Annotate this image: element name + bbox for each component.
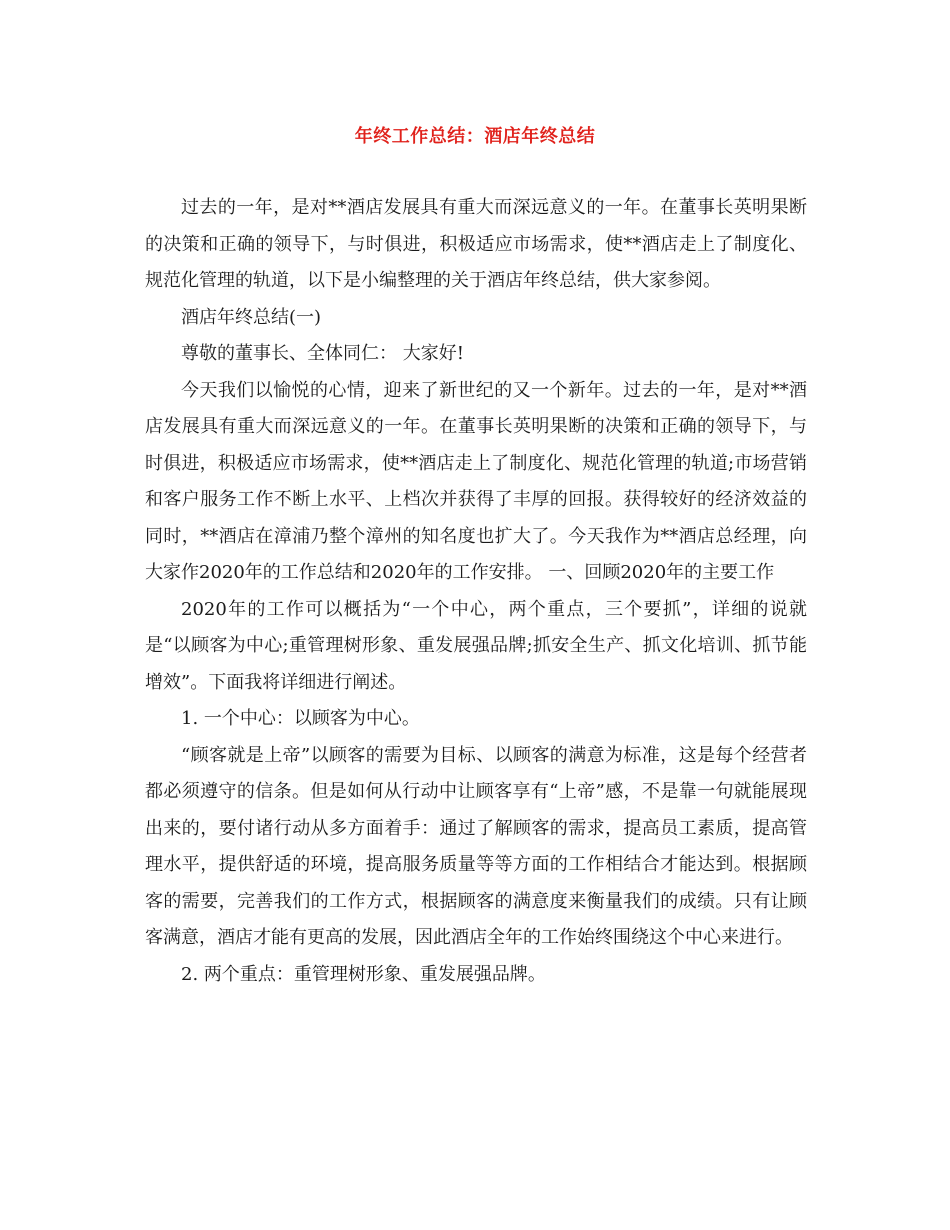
list-item: 1. 一个中心：以顾客为中心。 bbox=[181, 708, 420, 729]
document-body bbox=[145, 190, 807, 993]
body-paragraph: 今天我们以愉悦的心情，迎来了新世纪的又一个新年。过去的一年，是对**酒店发展具有重大而深远意义的一年。在董事长英明果断的决策和正确的领导下，与时俱进，积极适应市场需求，使**酒店走上了制度化、规范化管理的轨道;市场营销和客户服务工作不断上水平、上档次并获得了丰厚的回报。获得较好的经济效益的同时，**酒店在漳浦乃整个漳州的知名度也扩大了。今天我作为**酒店总经理，向大家作2020年的工作总结和2020年的工作安排。 一、回顾2020年的主要工作 bbox=[145, 379, 807, 583]
salutation: 尊敬的董事长、全体同仁： 大家好! bbox=[181, 343, 464, 364]
list-item: 2. 两个重点：重管理树形象、重发展强品牌。 bbox=[181, 963, 546, 985]
section-heading: 酒店年终总结(一) bbox=[181, 306, 322, 328]
intro-paragraph: 过去的一年，是对**酒店发展具有重大而深远意义的一年。在董事长英明果断的决策和正确的领导下，与时俱进，积极适应市场需求，使**酒店走上了制度化、规范化管理的轨道，以下是小编整理的关于酒店年终总结，供大家参阅。 bbox=[145, 197, 807, 291]
body-paragraph: 2020年的工作可以概括为“一个中心，两个重点，三个要抓”，详细的说就是“以顾客为中心;重管理树形象、重发展强品牌;抓安全生产、抓文化培训、抓节能增效”。下面我将详细进行阐述。 bbox=[145, 598, 807, 693]
document-title: 年终工作总结：酒店年终总结 bbox=[354, 126, 596, 147]
body-paragraph: “顾客就是上帝”以顾客的需要为目标、以顾客的满意为标准，这是每个经营者都必须遵守的信条。但是如何从行动中让顾客享有“上帝”感，不是靠一句就能展现出来的，要付诸行动从多方面着手：通过了解顾客的需求，提高员工素质，提高管理水平，提供舒适的环境，提高服务质量等等方面的工作相结合才能达到。根据顾客的需要，完善我们的工作方式，根据顾客的满意度来衡量我们的成绩。只有让顾客满意，酒店才能有更高的发展，因此酒店全年的工作始终围绕这个中心来进行。 bbox=[145, 744, 807, 948]
